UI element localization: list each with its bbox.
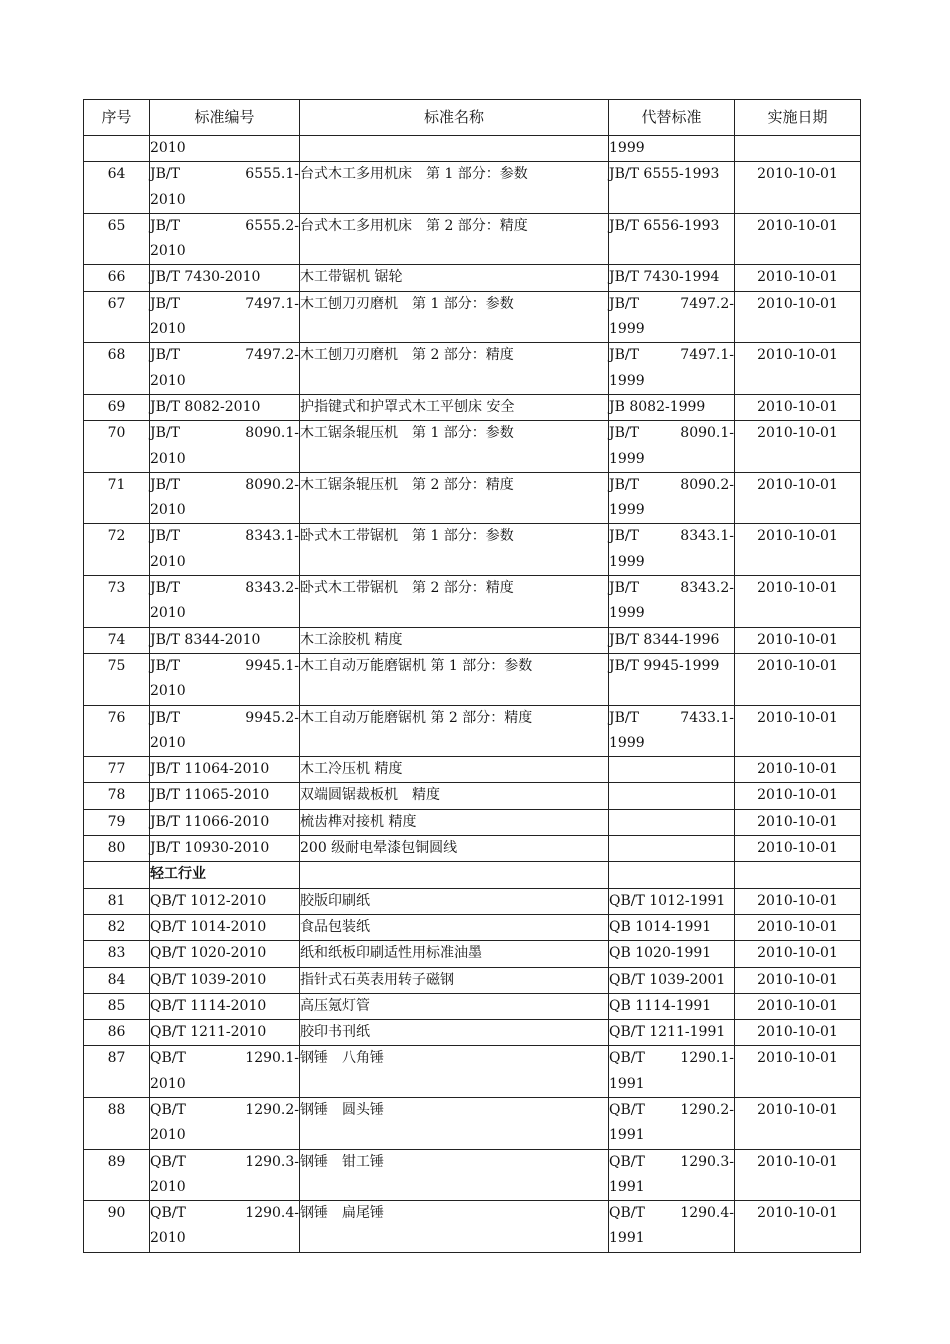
row-no: 78 (84, 783, 150, 809)
section-name (300, 862, 609, 888)
replaces-part: 8090.1- (680, 425, 734, 442)
replaces-line1 (609, 524, 734, 549)
row-no: 71 (84, 472, 150, 524)
row-replaces (609, 836, 735, 862)
header-date: 实施日期 (735, 100, 861, 136)
code-part: JB/T (150, 166, 180, 183)
section-title: 轻工行业 (150, 862, 300, 888)
code-part: QB/T (150, 1050, 186, 1067)
code-part: 1290.4- (245, 1205, 299, 1222)
replaces-line2: 1999 (609, 321, 645, 338)
row-no: 65 (84, 213, 150, 265)
replaces-line1 (609, 473, 734, 498)
row-name: 台式木工多用机床 第 1 部分：参数 (300, 162, 609, 214)
code-line2: 2010 (150, 243, 186, 260)
row-date: 2010-10-01 (735, 265, 861, 291)
row-code (150, 653, 300, 705)
table-row (84, 705, 861, 757)
replaces-line2: 1991 (609, 1178, 645, 1195)
row-replaces: QB 1014-1991 (609, 914, 735, 940)
row-date: 2010-10-01 (735, 291, 861, 343)
code-part: 9945.2- (245, 709, 299, 726)
table-row (84, 162, 861, 214)
code-line1 (150, 473, 299, 498)
row-code (150, 1097, 300, 1149)
replaces-part: JB/T (609, 347, 639, 364)
table-row (84, 394, 861, 420)
table-row (84, 836, 861, 862)
code-line2: 2010 (150, 191, 186, 208)
table-row (84, 1149, 861, 1201)
row-code: JB/T 10930-2010 (150, 836, 300, 862)
code-part: JB/T (150, 295, 180, 312)
code-line1 (150, 162, 299, 187)
row-name: 木工刨刀刃磨机 第 2 部分：精度 (300, 343, 609, 395)
code-line2: 2010 (150, 1127, 186, 1144)
row-replaces (609, 1201, 735, 1253)
row-date: 2010-10-01 (735, 757, 861, 783)
row-name: 双端圆锯裁板机 精度 (300, 783, 609, 809)
row-date: 2010-10-01 (735, 421, 861, 473)
table-row (84, 1201, 861, 1253)
row-replaces (609, 757, 735, 783)
row-name: 木工涂胶机 精度 (300, 627, 609, 653)
row-date: 2010-10-01 (735, 394, 861, 420)
row-name: 木工冷压机 精度 (300, 757, 609, 783)
replaces-part: JB/T (609, 425, 639, 442)
code-line1 (150, 1201, 299, 1226)
row-replaces (609, 343, 735, 395)
row-code: QB/T 1211-2010 (150, 1020, 300, 1046)
section-no (84, 862, 150, 888)
table-row (84, 888, 861, 914)
replaces-line2: 1999 (609, 502, 645, 519)
row-no: 75 (84, 653, 150, 705)
row-date: 2010-10-01 (735, 524, 861, 576)
row-no: 74 (84, 627, 150, 653)
code-part: 7497.1- (245, 295, 299, 312)
row-name: 木工自动万能磨锯机 第 1 部分：参数 (300, 653, 609, 705)
table-row (84, 576, 861, 628)
replaces-part: 1290.3- (680, 1153, 734, 1170)
replaces-part: 7497.1- (680, 347, 734, 364)
row-no: 90 (84, 1201, 150, 1253)
replaces-part: QB/T (609, 1205, 645, 1222)
row-no: 83 (84, 941, 150, 967)
row-name: 木工刨刀刃磨机 第 1 部分：参数 (300, 291, 609, 343)
row-no: 73 (84, 576, 150, 628)
code-line1 (150, 706, 299, 731)
row-name: 200 级耐电晕漆包铜圆线 (300, 836, 609, 862)
row-replaces (609, 1046, 735, 1098)
row-no: 89 (84, 1149, 150, 1201)
row-no: 82 (84, 914, 150, 940)
row-replaces (609, 421, 735, 473)
row-no: 86 (84, 1020, 150, 1046)
code-line2: 2010 (150, 1075, 186, 1092)
row-replaces (609, 291, 735, 343)
code-line2: 2010 (150, 553, 186, 570)
row-name: 食品包装纸 (300, 914, 609, 940)
row-code (150, 1149, 300, 1201)
replaces-part: 8090.2- (680, 476, 734, 493)
row-date: 2010-10-01 (735, 472, 861, 524)
table-row (84, 1020, 861, 1046)
code-line1 (150, 214, 299, 239)
table-row (84, 343, 861, 395)
row-code (150, 576, 300, 628)
replaces-part: QB/T (609, 1050, 645, 1067)
table-row (84, 653, 861, 705)
row-code (150, 705, 300, 757)
replaces-line2: 1991 (609, 1127, 645, 1144)
row-name: 钢锤 圆头锤 (300, 1097, 609, 1149)
row-no: 67 (84, 291, 150, 343)
row-code (150, 213, 300, 265)
row-replaces: JB/T 6556-1993 (609, 213, 735, 265)
code-part: QB/T (150, 1101, 186, 1118)
row-date: 2010-10-01 (735, 1097, 861, 1149)
row-name: 钢锤 八角锤 (300, 1046, 609, 1098)
table-body (84, 136, 861, 1253)
code-part: JB/T (150, 347, 180, 364)
code-part: JB/T (150, 476, 180, 493)
code-part: QB/T (150, 1153, 186, 1170)
row-replaces: QB 1114-1991 (609, 993, 735, 1019)
row-date: 2010-10-01 (735, 627, 861, 653)
row-code (150, 343, 300, 395)
row-no: 87 (84, 1046, 150, 1098)
row-name: 护指键式和护罩式木工平刨床 安全 (300, 394, 609, 420)
row-no: 84 (84, 967, 150, 993)
replaces-part: 8343.2- (680, 580, 734, 597)
table-row (84, 809, 861, 835)
code-part: 8090.1- (245, 425, 299, 442)
row-name: 梳齿榫对接机 精度 (300, 809, 609, 835)
code-part: 8343.1- (245, 528, 299, 545)
replaces-line1 (609, 292, 734, 317)
table-row (84, 524, 861, 576)
row-name: 木工带锯机 锯轮 (300, 265, 609, 291)
replaces-part: JB/T (609, 476, 639, 493)
row-no: 68 (84, 343, 150, 395)
replaces-line2: 1999 (609, 450, 645, 467)
cont-code: 2010 (150, 136, 300, 162)
row-date: 2010-10-01 (735, 213, 861, 265)
replaces-part: 7433.1- (680, 709, 734, 726)
replaces-part: QB/T (609, 1101, 645, 1118)
row-no: 79 (84, 809, 150, 835)
row-code: QB/T 1012-2010 (150, 888, 300, 914)
code-line1 (150, 292, 299, 317)
code-line2: 2010 (150, 321, 186, 338)
code-part: QB/T (150, 1205, 186, 1222)
table-row (84, 914, 861, 940)
header-replaces: 代替标准 (609, 100, 735, 136)
code-part: 8343.2- (245, 580, 299, 597)
table-row (84, 941, 861, 967)
code-line1 (150, 576, 299, 601)
code-line2: 2010 (150, 450, 186, 467)
row-replaces (609, 783, 735, 809)
row-date: 2010-10-01 (735, 1149, 861, 1201)
replaces-part: 1290.2- (680, 1101, 734, 1118)
replaces-line1 (609, 1201, 734, 1226)
cont-date (735, 136, 861, 162)
row-date: 2010-10-01 (735, 653, 861, 705)
table-row (84, 1097, 861, 1149)
code-line2: 2010 (150, 1230, 186, 1247)
row-date: 2010-10-01 (735, 576, 861, 628)
row-date: 2010-10-01 (735, 836, 861, 862)
code-line2: 2010 (150, 683, 186, 700)
row-code: JB/T 11065-2010 (150, 783, 300, 809)
row-replaces (609, 472, 735, 524)
row-name: 胶印书刊纸 (300, 1020, 609, 1046)
row-code (150, 1201, 300, 1253)
row-code (150, 524, 300, 576)
replaces-line2: 1999 (609, 372, 645, 389)
row-replaces: JB/T 9945-1999 (609, 653, 735, 705)
row-no: 70 (84, 421, 150, 473)
cont-no (84, 136, 150, 162)
code-line2: 2010 (150, 605, 186, 622)
row-no: 81 (84, 888, 150, 914)
table-row (84, 993, 861, 1019)
code-line1 (150, 343, 299, 368)
code-part: 1290.3- (245, 1153, 299, 1170)
replaces-line2: 1999 (609, 553, 645, 570)
header-name: 标准名称 (300, 100, 609, 136)
row-replaces: JB/T 6555-1993 (609, 162, 735, 214)
replaces-part: 8343.1- (680, 528, 734, 545)
row-no: 69 (84, 394, 150, 420)
row-date: 2010-10-01 (735, 941, 861, 967)
section-replaces (609, 862, 735, 888)
code-line1 (150, 1098, 299, 1123)
code-part: JB/T (150, 217, 180, 234)
code-part: JB/T (150, 528, 180, 545)
row-date: 2010-10-01 (735, 705, 861, 757)
row-replaces (609, 576, 735, 628)
row-replaces: QB/T 1039-2001 (609, 967, 735, 993)
code-part: 7497.2- (245, 347, 299, 364)
row-date: 2010-10-01 (735, 914, 861, 940)
row-name: 高压氪灯管 (300, 993, 609, 1019)
code-part: 8090.2- (245, 476, 299, 493)
row-replaces (609, 1149, 735, 1201)
row-date: 2010-10-01 (735, 888, 861, 914)
row-code (150, 1046, 300, 1098)
row-code (150, 421, 300, 473)
row-replaces (609, 1097, 735, 1149)
section-row (84, 862, 861, 888)
row-replaces: QB/T 1211-1991 (609, 1020, 735, 1046)
cont-name (300, 136, 609, 162)
header-code: 标准编号 (150, 100, 300, 136)
code-line1 (150, 524, 299, 549)
code-part: 1290.2- (245, 1101, 299, 1118)
row-replaces (609, 705, 735, 757)
replaces-line2: 1999 (609, 605, 645, 622)
row-replaces: QB 1020-1991 (609, 941, 735, 967)
replaces-part: 7497.2- (680, 295, 734, 312)
row-code: JB/T 8082-2010 (150, 394, 300, 420)
table-row (84, 213, 861, 265)
code-line1 (150, 654, 299, 679)
row-name: 木工自动万能磨锯机 第 2 部分：精度 (300, 705, 609, 757)
row-no: 77 (84, 757, 150, 783)
replaces-line1 (609, 343, 734, 368)
code-line1 (150, 421, 299, 446)
header-no: 序号 (84, 100, 150, 136)
row-date: 2010-10-01 (735, 993, 861, 1019)
row-replaces (609, 809, 735, 835)
row-name: 钢锤 钳工锤 (300, 1149, 609, 1201)
row-date: 2010-10-01 (735, 1046, 861, 1098)
replaces-part: QB/T (609, 1153, 645, 1170)
row-code: JB/T 11066-2010 (150, 809, 300, 835)
replaces-part: JB/T (609, 295, 639, 312)
table-row (84, 627, 861, 653)
code-part: 6555.2- (245, 217, 299, 234)
code-line1 (150, 1046, 299, 1071)
replaces-line1 (609, 706, 734, 731)
row-name: 胶版印刷纸 (300, 888, 609, 914)
row-date: 2010-10-01 (735, 1020, 861, 1046)
row-name: 指针式石英表用转子磁钢 (300, 967, 609, 993)
cont-replaces: 1999 (609, 136, 735, 162)
code-line2: 2010 (150, 372, 186, 389)
code-part: JB/T (150, 580, 180, 597)
standards-table (83, 99, 861, 1253)
row-replaces: QB/T 1012-1991 (609, 888, 735, 914)
row-replaces: JB 8082-1999 (609, 394, 735, 420)
row-name: 木工锯条辊压机 第 1 部分：参数 (300, 421, 609, 473)
replaces-part: 1290.4- (680, 1205, 734, 1222)
row-no: 66 (84, 265, 150, 291)
row-date: 2010-10-01 (735, 967, 861, 993)
replaces-part: JB/T (609, 528, 639, 545)
row-date: 2010-10-01 (735, 783, 861, 809)
table-row (84, 472, 861, 524)
row-code: JB/T 8344-2010 (150, 627, 300, 653)
replaces-part: 1290.1- (680, 1050, 734, 1067)
row-name: 钢锤 扁尾锤 (300, 1201, 609, 1253)
row-code: QB/T 1114-2010 (150, 993, 300, 1019)
code-part: 9945.1- (245, 657, 299, 674)
row-code (150, 162, 300, 214)
code-part: JB/T (150, 657, 180, 674)
table-row (84, 1046, 861, 1098)
row-code: QB/T 1014-2010 (150, 914, 300, 940)
replaces-line1 (609, 421, 734, 446)
header-row (84, 100, 861, 136)
row-code: JB/T 7430-2010 (150, 265, 300, 291)
row-no: 85 (84, 993, 150, 1019)
row-date: 2010-10-01 (735, 1201, 861, 1253)
row-date: 2010-10-01 (735, 162, 861, 214)
table-row (84, 967, 861, 993)
row-replaces: JB/T 7430-1994 (609, 265, 735, 291)
replaces-line1 (609, 1150, 734, 1175)
continuation-row (84, 136, 861, 162)
row-no: 64 (84, 162, 150, 214)
row-no: 72 (84, 524, 150, 576)
row-name: 卧式木工带锯机 第 2 部分：精度 (300, 576, 609, 628)
row-code: QB/T 1020-2010 (150, 941, 300, 967)
row-no: 88 (84, 1097, 150, 1149)
code-line2: 2010 (150, 1178, 186, 1195)
row-date: 2010-10-01 (735, 343, 861, 395)
code-line2: 2010 (150, 734, 186, 751)
code-part: 6555.1- (245, 166, 299, 183)
code-line1 (150, 1150, 299, 1175)
row-name: 纸和纸板印刷适性用标准油墨 (300, 941, 609, 967)
replaces-part: JB/T (609, 580, 639, 597)
table-row (84, 265, 861, 291)
row-name: 台式木工多用机床 第 2 部分：精度 (300, 213, 609, 265)
row-date: 2010-10-01 (735, 809, 861, 835)
table-row (84, 757, 861, 783)
row-no: 76 (84, 705, 150, 757)
row-replaces: JB/T 8344-1996 (609, 627, 735, 653)
replaces-line1 (609, 1098, 734, 1123)
row-name: 卧式木工带锯机 第 1 部分：参数 (300, 524, 609, 576)
row-code (150, 472, 300, 524)
row-replaces (609, 524, 735, 576)
row-code (150, 291, 300, 343)
replaces-line1 (609, 1046, 734, 1071)
replaces-line2: 1991 (609, 1230, 645, 1247)
row-code: QB/T 1039-2010 (150, 967, 300, 993)
code-part: JB/T (150, 425, 180, 442)
table-row (84, 783, 861, 809)
table-row (84, 421, 861, 473)
code-part: JB/T (150, 709, 180, 726)
row-no: 80 (84, 836, 150, 862)
replaces-part: JB/T (609, 709, 639, 726)
replaces-line1 (609, 576, 734, 601)
replaces-line2: 1999 (609, 734, 645, 751)
code-part: 1290.1- (245, 1050, 299, 1067)
replaces-line2: 1991 (609, 1075, 645, 1092)
row-name: 木工锯条辊压机 第 2 部分：精度 (300, 472, 609, 524)
row-code: JB/T 11064-2010 (150, 757, 300, 783)
code-line2: 2010 (150, 502, 186, 519)
section-date (735, 862, 861, 888)
table-row (84, 291, 861, 343)
